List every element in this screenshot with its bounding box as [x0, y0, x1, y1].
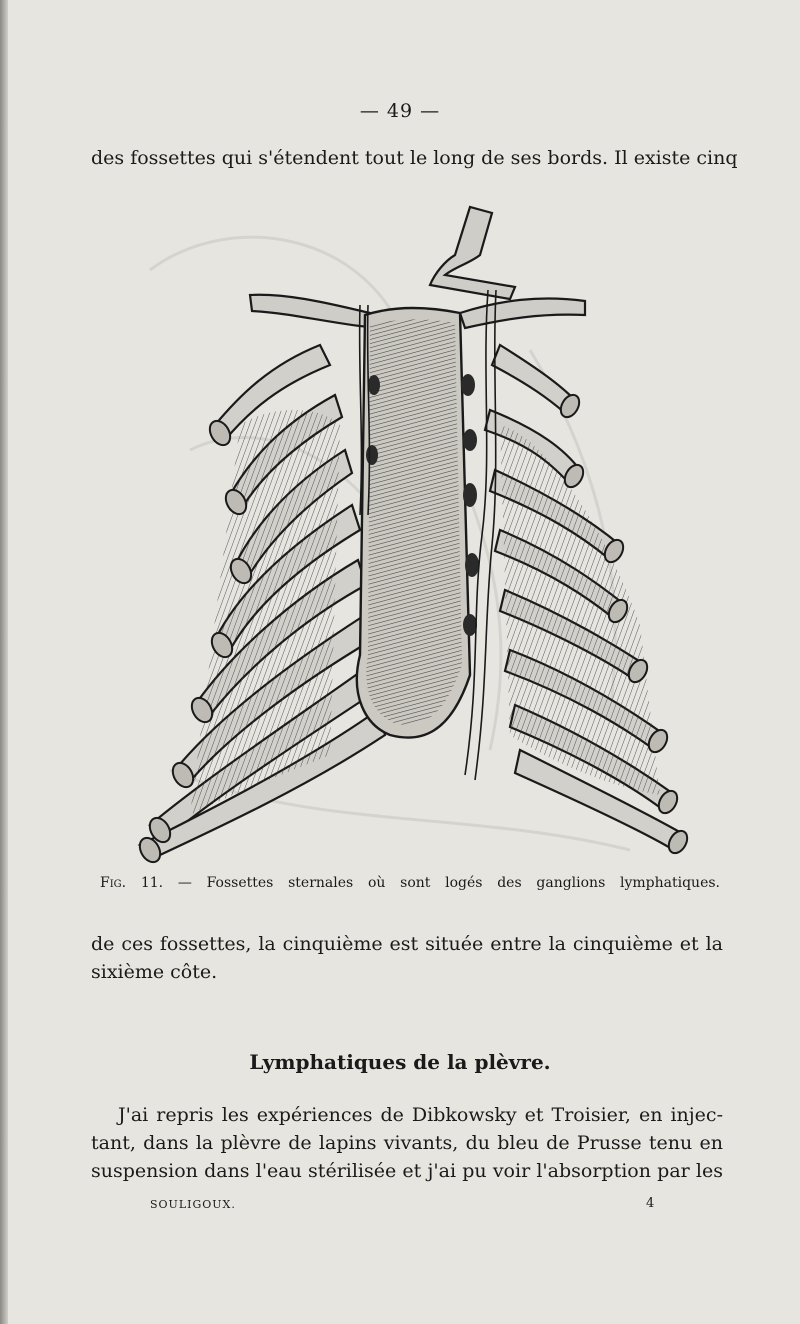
top-paragraph-line-1: des fossettes qui s'étendent tout le long de ses bords. Il existe cinq [91, 147, 738, 169]
footer-signature: 4 [646, 1196, 655, 1211]
scan-edge-shadow [0, 0, 8, 1324]
footer-author: SOULIGOUX. [150, 1198, 236, 1211]
mid-paragraph-line-2: sixième côte. [91, 961, 218, 983]
figure-caption [100, 875, 720, 891]
figure-caption-text: Fossettes sternales où sont logés des ganglions lymphatiques. [206, 875, 720, 891]
bottom-paragraph-line-1: J'ai repris les expériences de Dibkowsky et Troisier, en injec- [118, 1104, 723, 1126]
sternum-figure-illustration [120, 195, 700, 865]
mid-paragraph-line-1: de ces fossettes, la cinquième est située entre la cinquième et la [91, 933, 723, 955]
bottom-paragraph-line-2: tant, dans la plèvre de lapins vivants, du bleu de Prusse tenu en [91, 1132, 723, 1154]
page-number: — 49 — [359, 100, 441, 122]
bottom-paragraph-line-3: suspension dans l'eau stérilisée et j'ai pu voir l'absorption par les [91, 1160, 723, 1182]
section-heading: Lymphatiques de la plèvre. [249, 1050, 551, 1074]
figure-caption-label: Fig. 11. — [100, 875, 192, 891]
